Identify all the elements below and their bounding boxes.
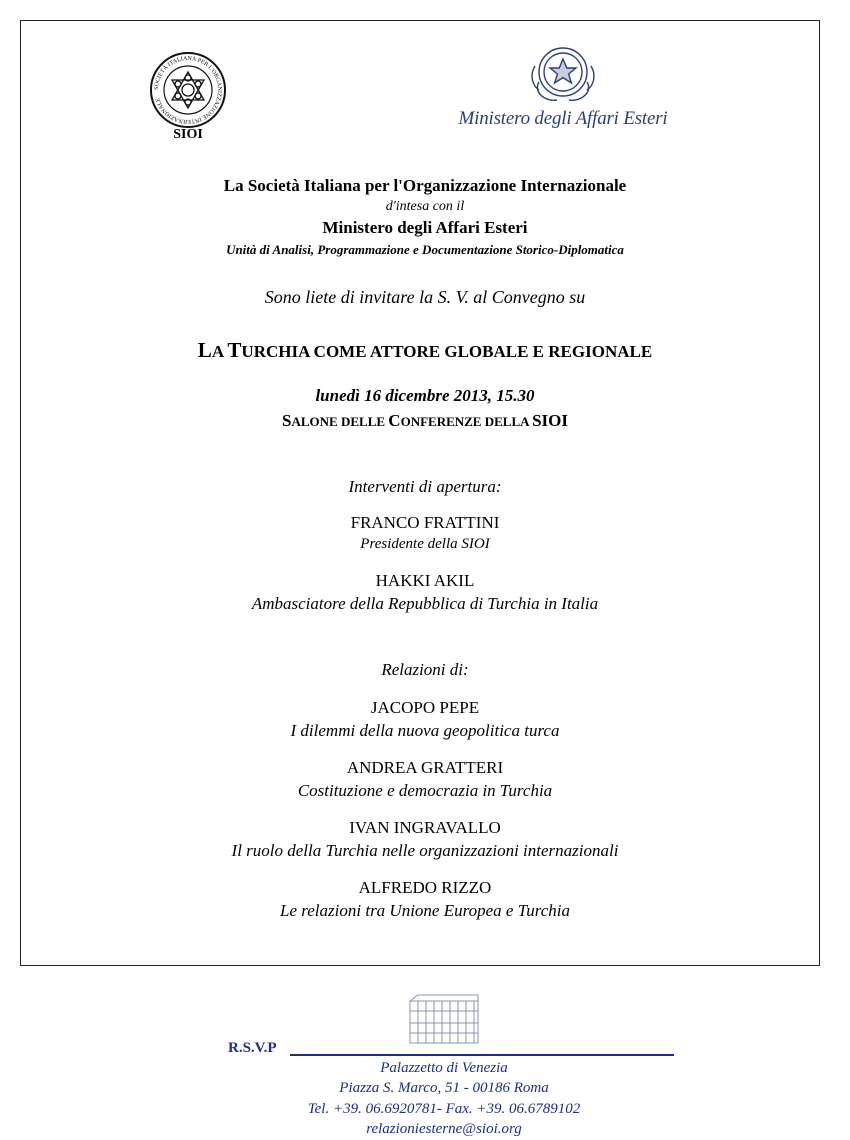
sioi-logo-label: SIOI xyxy=(173,127,203,142)
venue-fragment: ALONE DELLE xyxy=(291,414,389,429)
speaker-name: HAKKI AKIL xyxy=(375,571,475,590)
speaker-role: Le relazioni tra Unione Europea e Turchia xyxy=(280,901,570,920)
speaker-role: I dilemmi della nuova geopolitica turca xyxy=(290,721,560,740)
title-letter: T xyxy=(227,338,242,362)
rsvp-underline xyxy=(290,1054,674,1056)
intesa-line: d'intesa con il xyxy=(385,199,465,214)
footer-address: Piazza S. Marco, 51 - 00186 Roma xyxy=(339,1080,549,1096)
opening-heading: Interventi di apertura: xyxy=(348,477,502,496)
palazzetto-building-icon xyxy=(408,993,480,1045)
rsvp-label: R.S.V.P xyxy=(228,1040,277,1056)
footer-place: Palazzetto di Venezia xyxy=(380,1060,508,1076)
speaker-role: Il ruolo della Turchia nelle organizzazioni internazionali xyxy=(231,841,619,860)
speaker-name: JACOPO PEPE xyxy=(370,698,480,717)
speaker-name: FRANCO FRATTINI xyxy=(350,513,500,532)
venue-sioi: SIOI xyxy=(532,411,568,430)
conference-title xyxy=(0,338,850,363)
speaker-name: IVAN INGRAVALLO xyxy=(349,818,501,837)
title-fragment: A xyxy=(211,342,228,361)
invitation-line: Sono liete di invitare la S. V. al Convegno su xyxy=(264,287,586,307)
ministry-name: Ministero degli Affari Esteri xyxy=(322,218,528,237)
venue-letter: S xyxy=(282,411,292,430)
footer-email[interactable]: relazioniesterne@sioi.org xyxy=(366,1121,522,1137)
venue-fragment: ONFERENZE DELLA xyxy=(400,414,533,429)
reports-heading: Relazioni di: xyxy=(381,660,469,679)
organization-name: La Società Italiana per l'Organizzazione Internazionale xyxy=(223,176,627,195)
speaker-role: Ambasciatore della Repubblica di Turchia in Italia xyxy=(251,594,599,613)
event-date: lunedì 16 dicembre 2013, 15.30 xyxy=(315,386,535,405)
mae-logo-script: Ministero degli Affari Esteri xyxy=(458,108,668,129)
speaker-role: Costituzione e democrazia in Turchia xyxy=(297,781,553,800)
speaker-role: Presidente della SIOI xyxy=(360,536,490,552)
title-fragment: URCHIA COME ATTORE GLOBALE E REGIONALE xyxy=(241,342,653,361)
speaker-name: ANDREA GRATTERI xyxy=(346,758,504,777)
footer-phone: Tel. +39. 06.6920781- Fax. +39. 06.6789102 xyxy=(307,1101,581,1117)
unit-name: Unità di Analisi, Programmazione e Documentazione Storico-Diplomatica xyxy=(226,242,624,257)
venue-letter: C xyxy=(388,411,401,430)
event-venue xyxy=(0,411,850,431)
title-letter: L xyxy=(197,338,212,362)
speaker-name: ALFREDO RIZZO xyxy=(358,878,492,897)
sioi-ring-text: SOCIETÀ ITALIANA PER L'ORGANIZZAZIONE INTERNAZIONALE xyxy=(153,55,223,125)
